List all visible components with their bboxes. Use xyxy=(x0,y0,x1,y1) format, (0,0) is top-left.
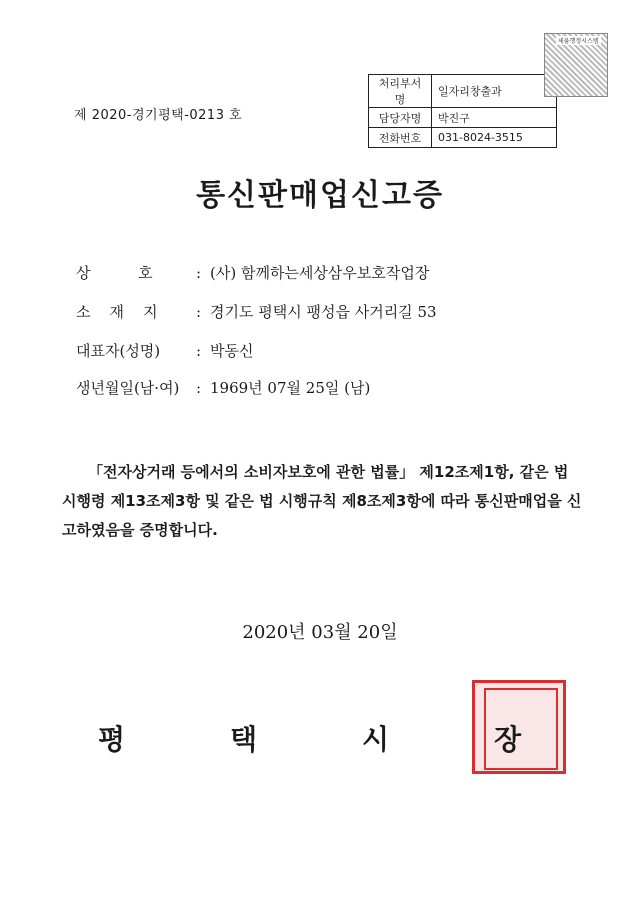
certification-statement: 「전자상거래 등에서의 소비자보호에 관한 법률」 제12조제1항, 같은 법 시행령 제13조제3항 및 같은 법 시행규칙 제8조제3항에 따라 통신판매업을 신고하였음을 증명합니다. xyxy=(62,463,582,539)
field-value: 박동신 xyxy=(210,342,254,360)
field-row xyxy=(76,301,437,322)
contact-label: 담당자명 xyxy=(369,108,432,128)
field-colon: : xyxy=(196,264,202,282)
field-colon: : xyxy=(196,303,202,321)
field-colon: : xyxy=(196,342,202,360)
contact-value: 031-8024-3515 xyxy=(432,128,557,148)
qr-label: 세움행정시스템 xyxy=(558,38,599,45)
field-label: 소 재 지 xyxy=(76,303,158,321)
field-label: 생년월일(남·여) xyxy=(76,379,180,397)
field-row xyxy=(76,340,253,361)
field-label: 대표자(성명) xyxy=(76,342,161,360)
issuer-char: 장 xyxy=(494,723,522,756)
issuer-char: 택 xyxy=(230,723,258,756)
contact-row xyxy=(369,108,557,128)
field-colon: : xyxy=(196,379,202,397)
contact-value: 일자리창출과 xyxy=(432,75,557,108)
field-row xyxy=(76,262,429,283)
document-number: 제 2020-경기평택-0213 호 xyxy=(74,108,243,123)
field-value: 경기도 평택시 팽성읍 사거리길 53 xyxy=(210,303,437,321)
contact-table xyxy=(368,74,557,148)
contact-value: 박진구 xyxy=(432,108,557,128)
page-title: 통신판매업신고증 xyxy=(196,178,444,213)
issuer-char: 시 xyxy=(362,723,390,756)
contact-row xyxy=(369,75,557,108)
field-value: (사) 함께하는세상삼우보호작업장 xyxy=(210,264,430,282)
contact-row xyxy=(369,128,557,148)
issue-date: 2020년 03월 20일 xyxy=(242,622,398,643)
issuer-char: 평 xyxy=(98,723,126,756)
field-value: 1969년 07월 25일 (남) xyxy=(210,379,371,397)
field-label: 상 호 xyxy=(76,264,153,282)
contact-label: 처리부서명 xyxy=(369,75,432,108)
field-row xyxy=(76,377,370,398)
contact-label: 전화번호 xyxy=(369,128,432,148)
